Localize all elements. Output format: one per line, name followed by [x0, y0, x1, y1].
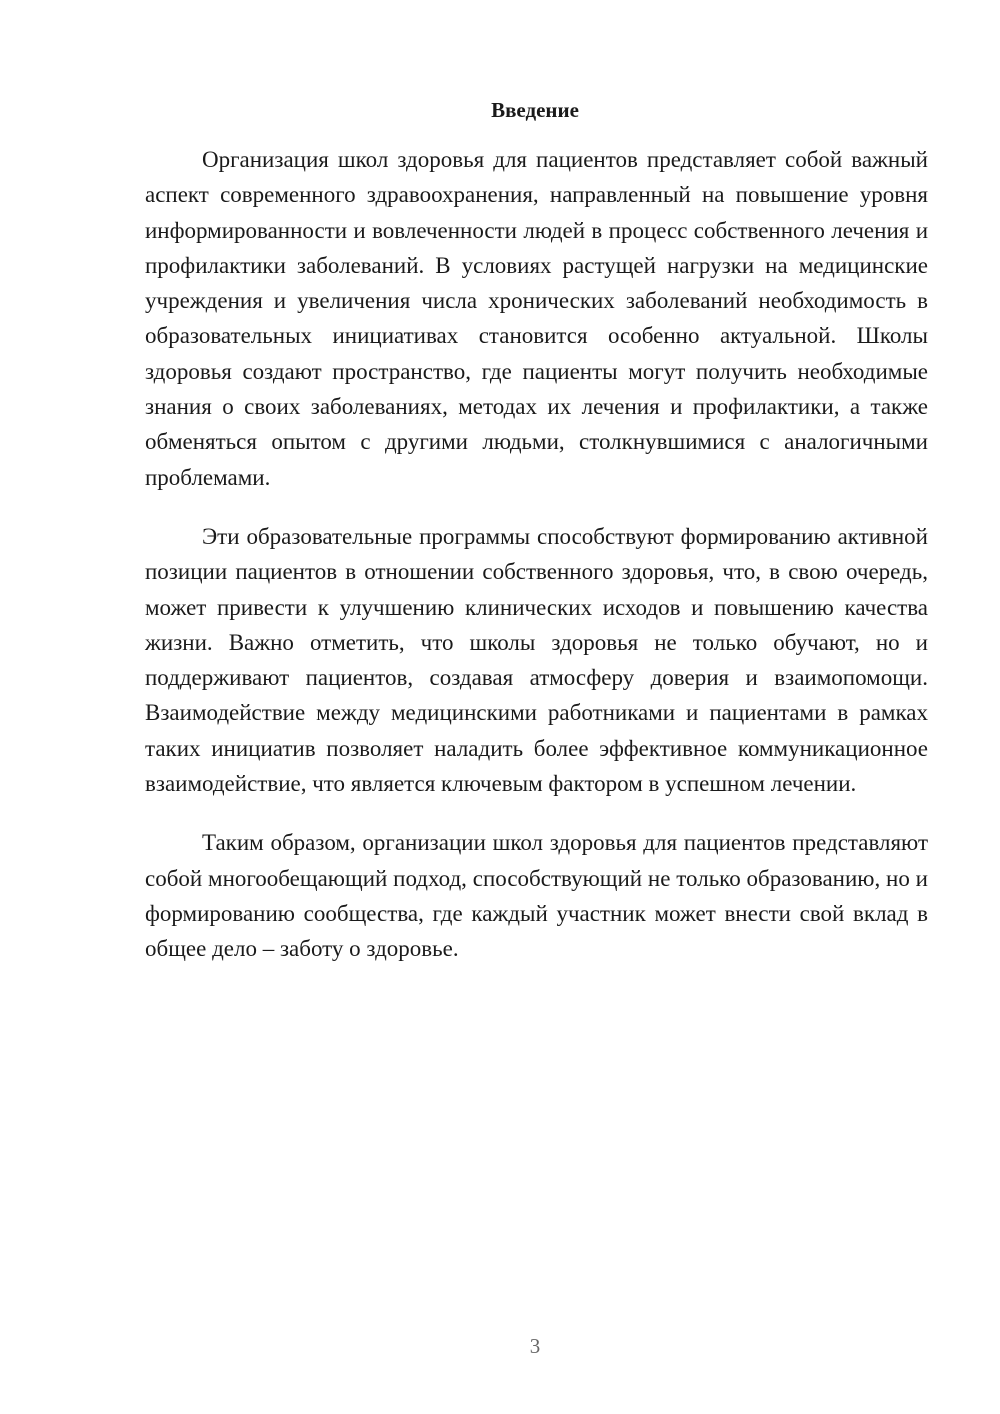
- paragraph-2: Эти образовательные программы способствуют формированию активной позиции пациентов в отношении собственного здоровья, что, в свою очередь, может привести к улучшению клинических исходов и повышению качества жизни. Важно отметить, что школы здоровья не только обучают, но и поддерживают пациентов, создавая атмосферу доверия и взаимопомощи. Взаимодействие между медицинскими работниками и пациентами в рамках таких инициатив позволяет наладить более эффективное коммуникационное взаимодействие, что является ключевым фактором в успешном лечении.: [145, 523, 928, 797]
- paragraph-1: Организация школ здоровья для пациентов представляет собой важный аспект современного здравоохранения, направленный на повышение уровня информированности и вовлеченности людей в процесс собственного лечения и профилактики заболеваний. В условиях растущей нагрузки на медицинские учреждения и увеличения числа хронических заболеваний необходимость в образовательных инициативах становится особенно актуальной. Школы здоровья создают пространство, где пациенты могут получить необходимые знания о своих заболеваниях, методах их лечения и профилактики, а также обменяться опытом с другими людьми, столкнувшимися с аналогичными проблемами.: [145, 147, 928, 490]
- page-number: 3: [529, 1334, 541, 1358]
- section-heading: Введение: [491, 98, 579, 122]
- paragraph-3: Таким образом, организации школ здоровья для пациентов представляют собой многообещающий подход, способствующий не только образованию, но и формированию сообщества, где каждый участник может внести свой вклад в общее дело – заботу о здоровье.: [145, 830, 928, 962]
- body-text: [145, 142, 928, 991]
